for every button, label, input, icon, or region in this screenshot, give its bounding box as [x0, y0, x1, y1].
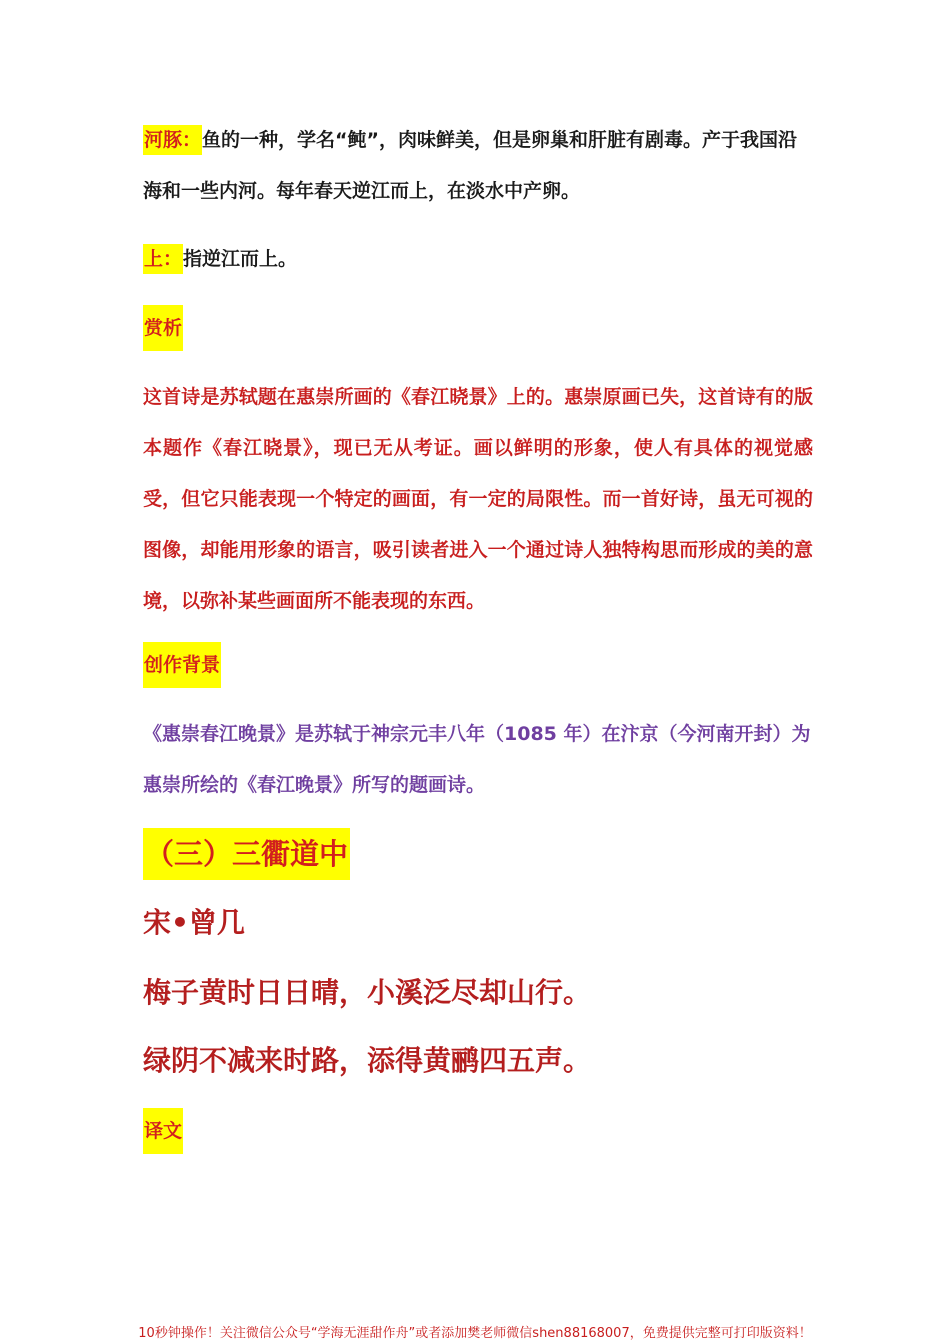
- appreciation-section: [143, 305, 813, 351]
- background-section: [143, 642, 813, 688]
- poem-line-2: 绿阴不减来时路，添得黄鹂四五声。: [143, 1044, 592, 1077]
- appreciation-heading: 赏析: [143, 305, 183, 351]
- note-shang-term: 上：: [143, 244, 183, 274]
- note-shang-text: 指逆江而上。: [183, 248, 298, 270]
- background-heading: 创作背景: [143, 642, 221, 688]
- background-text: 《惠崇春江晚景》是苏轼于神宗元丰八年（1085 年）在汴京（今河南开封）为惠崇所绘的《春江晚景》所写的题画诗。: [143, 723, 811, 796]
- poem-line-1: 梅子黄时日日晴，小溪泛尽却山行。: [143, 976, 592, 1009]
- poem-author: 宋•曾几: [143, 906, 245, 939]
- note-hetun-term: 河豚：: [143, 125, 202, 155]
- note-shang: [143, 234, 813, 285]
- poem-title-wrap: [143, 828, 813, 880]
- translation-heading: 译文: [143, 1108, 183, 1154]
- note-hetun: [143, 115, 813, 217]
- footer-notice: 10秒钟操作！关注微信公众号“学海无涯甜作舟”或者添加樊老师微信shen88168007，免费提供完整可打印版资料！: [138, 1326, 812, 1341]
- appreciation-text: 这首诗是苏轼题在惠崇所画的《春江晓景》上的。惠崇原画已失，这首诗有的版本题作《春江晓景》，现已无从考证。画以鲜明的形象，使人有具体的视觉感受，但它只能表现一个特定的画面，有一定的局限性。而一首好诗，虽无可视的图像，却能用形象的语言，吸引读者进入一个通过诗人独特构思而形成的美的意境，以弥补某些画面所不能表现的东西。: [143, 386, 813, 612]
- note-hetun-text: 鱼的一种，学名“鲀”，肉味鲜美，但是卵巢和肝脏有剧毒。产于我国沿海和一些内河。每年春天逆江而上，在淡水中产卵。: [143, 129, 797, 202]
- translation-section: [143, 1108, 813, 1154]
- poem-title: （三）三衢道中: [143, 828, 350, 880]
